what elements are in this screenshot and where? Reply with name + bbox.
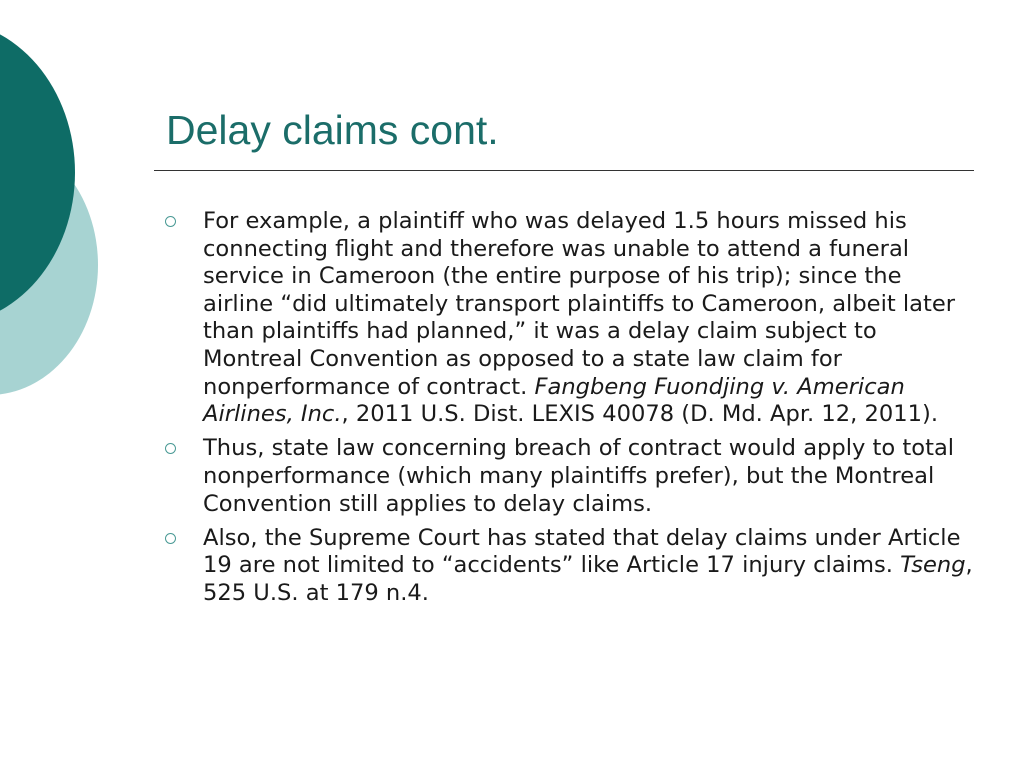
bullet-icon: [165, 216, 176, 227]
bullet-text: , 2011 U.S. Dist. LEXIS 40078 (D. Md. Apr. 12, 2011).: [341, 401, 939, 428]
bullet-item: [160, 208, 975, 429]
bullet-text: Also, the Supreme Court has stated that delay claims under Article 19 are not limited to “accidents” like Article 17 injury claims.: [203, 524, 961, 579]
bullet-list: [160, 208, 975, 614]
bullet-icon: [165, 533, 176, 544]
title-divider: [154, 170, 974, 171]
bullet-text: For example, a plaintiff who was delayed 1.5 hours missed his connecting flight and therefore was unable to attend a funeral service in Cameroon (the entire purpose of his trip); since the airline “did ultimately transport plaintiffs to Cameroon, albeit later than plaintiffs had planned,” it was a delay claim subject to Montreal Convention as opposed to a state law claim for nonperformance of contract.: [203, 208, 956, 400]
bullet-item: [160, 435, 975, 518]
case-citation: Fangbeng Fuondjing v. American Airlines, Inc.: [203, 373, 905, 428]
case-citation: Tseng: [900, 552, 966, 579]
bullet-text: Thus, state law concerning breach of contract would apply to total nonperformance (which many plaintiffs prefer), but the Montreal Convention still applies to delay claims.: [203, 435, 955, 517]
bullet-icon: [165, 443, 176, 454]
decorative-circles: [0, 0, 120, 420]
slide-title: Delay claims cont.: [166, 107, 499, 153]
bullet-text: , 525 U.S. at 179 n.4.: [203, 552, 973, 606]
bullet-item: [160, 525, 975, 608]
